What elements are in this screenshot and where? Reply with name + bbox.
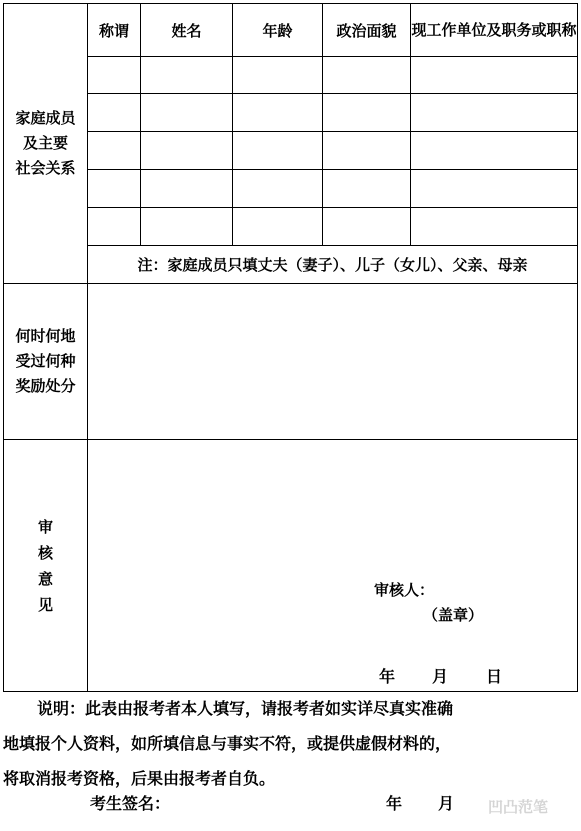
family-age-field[interactable] <box>233 132 323 170</box>
family-label-line: 社会关系 <box>15 159 76 177</box>
awards-label-line: 奖励处分 <box>15 377 76 395</box>
explanation-line: 地填报个人资料，如所填信息与事实不符，或提供虚假材料的， <box>3 734 452 753</box>
review-label-cell <box>4 440 88 692</box>
family-political-status-field[interactable] <box>323 132 411 170</box>
review-label-char: 核 <box>37 543 53 562</box>
review-label-char: 意 <box>37 569 53 588</box>
family-appellation-field[interactable] <box>88 94 141 132</box>
family-name-field[interactable] <box>141 208 233 246</box>
signature-date-year: 年 <box>386 794 403 813</box>
family-appellation-field[interactable] <box>88 208 141 246</box>
family-name-field[interactable] <box>141 94 233 132</box>
review-date-month: 月 <box>432 667 449 686</box>
family-age-field[interactable] <box>233 208 323 246</box>
review-row <box>4 440 578 692</box>
reviewer-label: 审核人： <box>374 581 435 599</box>
family-age-field[interactable] <box>233 94 323 132</box>
signature-date-month: 月 <box>438 794 455 813</box>
awards-label-line: 何时何地 <box>15 327 76 345</box>
review-label-char: 见 <box>37 595 53 614</box>
explanation-text <box>3 691 579 796</box>
awards-label-line: 受过何种 <box>15 352 76 370</box>
family-age-field[interactable] <box>233 57 323 94</box>
table-header-row <box>4 4 578 57</box>
review-opinion-field[interactable] <box>88 440 578 692</box>
awards-label-cell <box>4 284 88 440</box>
family-name-field[interactable] <box>141 132 233 170</box>
table-row <box>4 94 578 132</box>
family-workplace-field[interactable] <box>411 170 578 208</box>
candidate-signature-label: 考生签名： <box>90 794 171 813</box>
table-row <box>4 132 578 170</box>
family-political-status-field[interactable] <box>323 170 411 208</box>
header-appellation: 称谓 <box>88 4 141 57</box>
family-note: 注：家庭成员只填丈夫（妻子）、儿子（女儿）、父亲、母亲 <box>88 246 578 284</box>
explanation-line: 说明：此表由报考者本人填写，请报考者如实详尽真实准确 <box>37 699 454 718</box>
family-appellation-field[interactable] <box>88 57 141 94</box>
watermark-logo: 凹凸范笔 <box>488 798 549 816</box>
family-political-status-field[interactable] <box>323 94 411 132</box>
awards-row <box>4 284 578 440</box>
explanation-line: 将取消报考资格，后果由报考者自负。 <box>3 769 276 788</box>
family-label-line: 家庭成员 <box>15 109 76 127</box>
family-awards-review-table <box>3 3 578 692</box>
header-political-status: 政治面貌 <box>323 4 411 57</box>
table-row <box>4 170 578 208</box>
note-row <box>4 246 578 284</box>
family-relations-label-cell <box>4 4 88 284</box>
header-age: 年龄 <box>233 4 323 57</box>
table-row <box>4 208 578 246</box>
family-appellation-field[interactable] <box>88 132 141 170</box>
family-appellation-field[interactable] <box>88 170 141 208</box>
family-workplace-field[interactable] <box>411 57 578 94</box>
family-name-field[interactable] <box>141 170 233 208</box>
review-date-year: 年 <box>379 667 396 686</box>
table-row <box>4 57 578 94</box>
header-workplace-title: 现工作单位及职务或职称 <box>411 4 578 57</box>
family-age-field[interactable] <box>233 170 323 208</box>
awards-field[interactable] <box>88 284 578 440</box>
family-workplace-field[interactable] <box>411 132 578 170</box>
family-political-status-field[interactable] <box>323 57 411 94</box>
header-name: 姓名 <box>141 4 233 57</box>
family-label-line: 及主要 <box>22 134 68 152</box>
seal-label: （盖章） <box>423 606 484 624</box>
family-political-status-field[interactable] <box>323 208 411 246</box>
candidate-signature-field[interactable] <box>186 791 376 813</box>
family-workplace-field[interactable] <box>411 208 578 246</box>
family-workplace-field[interactable] <box>411 94 578 132</box>
review-label-char: 审 <box>37 517 53 536</box>
review-date-day: 日 <box>486 667 503 686</box>
family-name-field[interactable] <box>141 57 233 94</box>
